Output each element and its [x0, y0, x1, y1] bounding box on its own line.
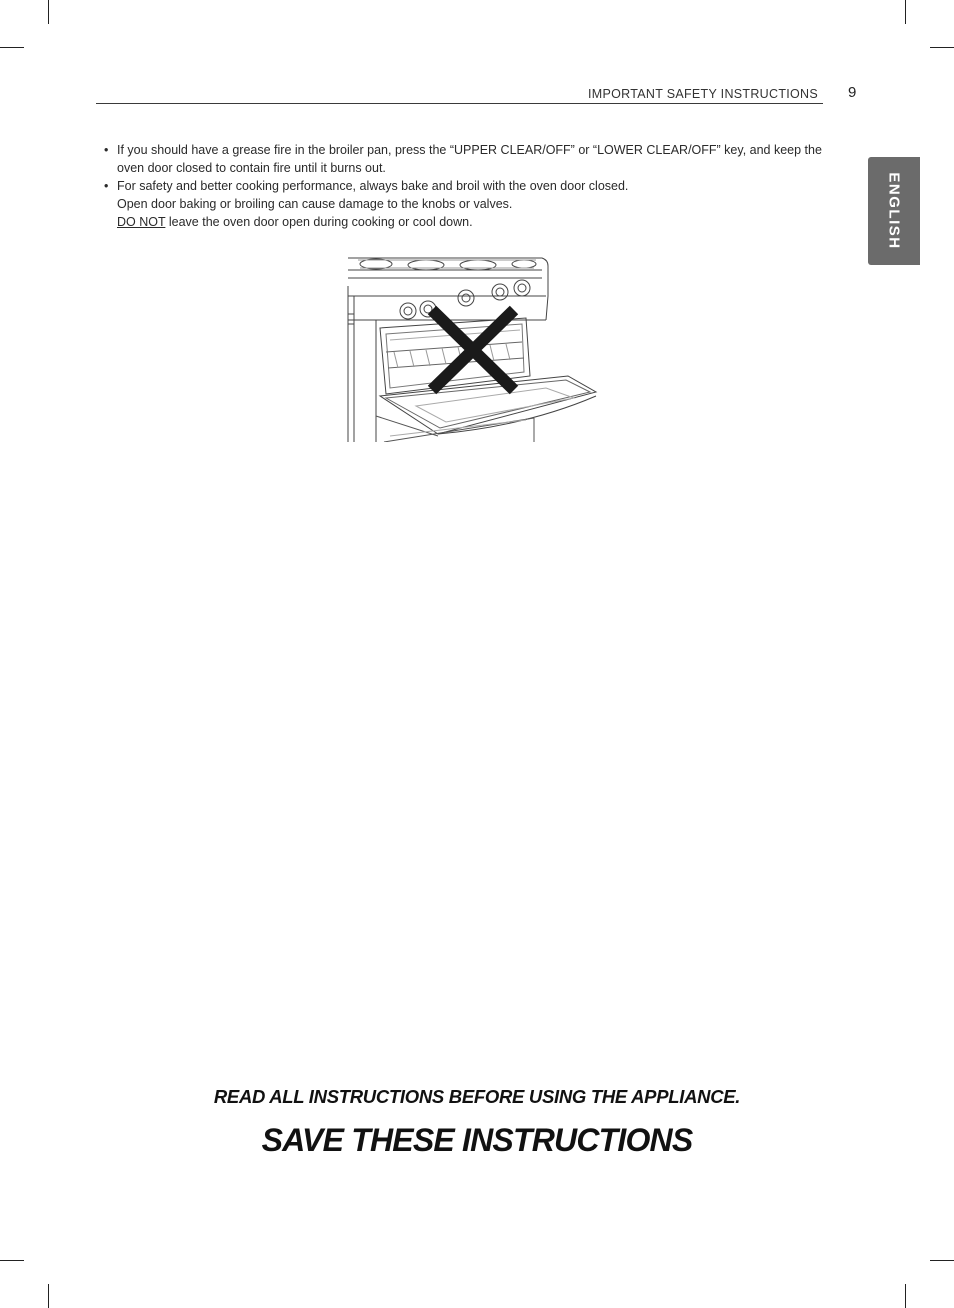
crop-mark: [905, 1284, 906, 1308]
bullet-text-warning: [117, 213, 849, 231]
oven-door-open-prohibited-illustration: [346, 256, 600, 442]
bullet-text: If you should have a grease fire in the broiler pan, press the “UPPER CLEAR/OFF” or “LOWER CLEAR/OFF” key, and keep the oven door closed to contain fire until it burns out.: [117, 143, 822, 175]
list-item: [104, 141, 849, 177]
crop-mark: [930, 1260, 954, 1261]
crop-mark: [930, 47, 954, 48]
warning-text: leave the oven door open during cooking or cool down.: [165, 215, 473, 229]
language-tab: [868, 157, 920, 265]
list-item: [104, 177, 849, 231]
do-not-emphasis: DO NOT: [117, 215, 166, 229]
save-instructions-heading: SAVE THESE INSTRUCTIONS: [261, 1122, 693, 1158]
crop-mark: [48, 0, 49, 24]
bullet-icon: •: [104, 143, 109, 157]
language-tab-label: ENGLISH: [885, 172, 903, 250]
section-title: IMPORTANT SAFETY INSTRUCTIONS: [588, 87, 819, 101]
page-number: 9: [848, 84, 857, 101]
read-all-instructions-heading: READ ALL INSTRUCTIONS BEFORE USING THE APPLIANCE.: [213, 1086, 741, 1107]
crop-mark: [905, 0, 906, 24]
bullet-text: For safety and better cooking performance, always bake and broil with the oven door closed.: [117, 179, 629, 193]
safety-instructions: [104, 141, 849, 231]
bullet-icon: •: [104, 179, 109, 193]
crop-mark: [0, 1260, 24, 1261]
header-divider: [96, 103, 823, 104]
bullet-text: Open door baking or broiling can cause damage to the knobs or valves.: [117, 197, 513, 211]
crop-mark: [0, 47, 24, 48]
crop-mark: [48, 1284, 49, 1308]
